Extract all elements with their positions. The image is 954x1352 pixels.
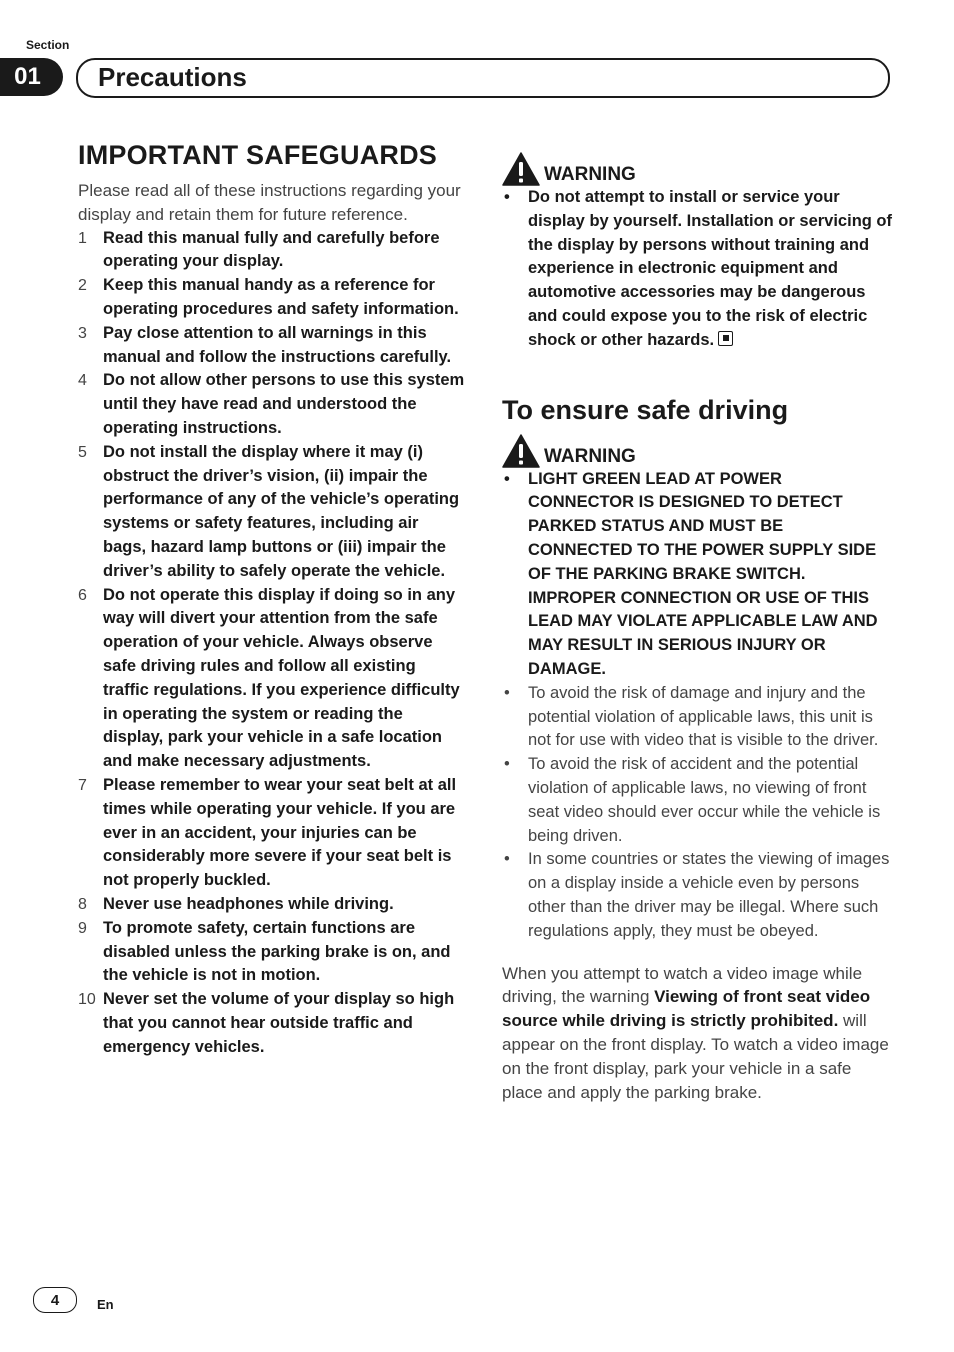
item-text: Keep this manual handy as a reference for operating procedures and safety information. <box>103 276 459 318</box>
list-item <box>78 441 466 584</box>
item-text: Please remember to wear your seat belt at all times while operating your vehicle. If you are ever in an accident, your injuries can be considerably more severe if your seat belt is not properly buckled. <box>103 775 457 890</box>
end-mark-icon <box>718 331 733 346</box>
list-item <box>502 468 892 682</box>
closing-bold-text: Viewing of front seat video source while driving is strictly prohibited. <box>502 987 871 1031</box>
warning-triangle-icon <box>502 152 540 186</box>
item-number: 5 <box>78 443 87 461</box>
item-number: 9 <box>78 919 87 937</box>
note-text: In some countries or states the viewing of images on a display inside a vehicle even by persons other than the driver may be illegal. Where such regulations apply, they must be obeyed. <box>528 850 890 940</box>
bullet: • <box>504 683 510 702</box>
safe-driving-list <box>502 468 892 944</box>
bullet: • <box>504 755 510 774</box>
safeguards-heading: IMPORTANT SAFEGUARDS <box>78 140 437 170</box>
note-text: To avoid the risk of accident and the potential violation of applicable laws, no viewing of front seat video should ever occur while the vehicle is being driven. <box>528 755 881 845</box>
list-item <box>78 227 466 275</box>
note-text: To avoid the risk of damage and injury and the potential violation of applicable laws, this unit is not for use with video that is visible to the driver. <box>528 683 879 750</box>
item-number: 10 <box>78 991 96 1009</box>
list-item <box>78 893 466 917</box>
item-text: Do not operate this display if doing so in any way will divert your attention from the safe operation of your vehicle. Always observe safe driving rules and follow all existing traffic regulations. If you experience difficulty in operating the system or reading the display, park your vehicle in a safe location and make necessary adjustments. <box>103 585 460 771</box>
bullet: • <box>504 188 510 206</box>
item-text: Never use headphones while driving. <box>103 894 394 913</box>
list-item <box>78 369 466 440</box>
list-item <box>78 774 466 893</box>
section-number-badge: 01 <box>0 58 63 96</box>
list-item <box>78 322 466 370</box>
item-number: 4 <box>78 372 87 390</box>
item-number: 3 <box>78 324 87 342</box>
item-number: 8 <box>78 895 87 913</box>
item-text: Do not install the display where it may (i) obstruct the driver’s vision, (ii) impair the performance of any of the vehicle’s operating systems or safety features, including air bags, hazard lamp buttons or (iii) impair the driver’s ability to safely operate the vehicle. <box>103 442 460 580</box>
closing-text-1: When you attempt to watch a video image while driving, the warning <box>502 963 863 1007</box>
safeguards-list <box>78 227 466 1060</box>
warning-label: WARNING <box>544 164 636 185</box>
list-item <box>78 274 466 322</box>
list-item <box>502 682 892 753</box>
warning-list <box>502 186 892 353</box>
warning-label: WARNING <box>544 445 636 467</box>
item-text: Do not allow other persons to use this system until they have read and understood the operating instructions. <box>103 371 465 437</box>
list-item <box>502 848 892 943</box>
bullet: • <box>504 469 510 488</box>
list-item <box>78 584 466 774</box>
warning-header <box>502 148 892 186</box>
safeguards-intro: Please read all of these instructions regarding your display and retain them for future reference. <box>78 181 461 224</box>
right-column <box>502 148 892 1104</box>
section-title-box <box>76 58 890 98</box>
item-text: Never set the volume of your display so high that you cannot hear outside traffic and emergency vehicles. <box>103 990 455 1056</box>
warning-header <box>502 430 892 468</box>
safe-driving-heading: To ensure safe driving <box>502 394 789 425</box>
item-text: Pay close attention to all warnings in this manual and follow the instructions carefully. <box>103 323 452 366</box>
item-number: 2 <box>78 277 87 295</box>
warning-text: Do not attempt to install or service your display by yourself. Installation or servicing of the display by persons without training and experience in electronic equipment and automotive accessories may be dangerous and could expose you to the risk of electric shock or other hazards. <box>528 188 893 349</box>
item-text: Read this manual fully and carefully before operating your display. <box>103 228 440 271</box>
list-item <box>78 988 466 1059</box>
item-number: 1 <box>78 229 87 247</box>
list-item <box>78 917 466 988</box>
section-label: Section <box>26 38 70 52</box>
section-title: Precautions <box>98 62 247 92</box>
closing-text-2: will appear on the front display. To watch a video image on the front display, park your vehicle in a safe place and apply the parking brake. <box>502 1011 889 1102</box>
page-number-badge: 4 <box>33 1287 77 1313</box>
caps-warning-text: LIGHT GREEN LEAD AT POWER CONNECTOR IS DESIGNED TO DETECT PARKED STATUS AND MUST BE CONNECTED TO THE POWER SUPPLY SIDE OF THE PARKING BRAKE SWITCH. IMPROPER CONNECTION OR USE OF THIS LEAD MAY VIOLATE APPLICABLE LAW AND MAY RESULT IN SERIOUS INJURY OR DAMAGE. <box>528 469 878 678</box>
closing-paragraph <box>502 962 892 1105</box>
language-label: En <box>97 1297 114 1312</box>
left-column <box>78 140 466 1059</box>
list-item <box>502 186 892 353</box>
item-number: 7 <box>78 776 87 794</box>
warning-triangle-icon <box>502 434 540 468</box>
item-text: To promote safety, certain functions are disabled unless the parking brake is on, and the vehicle is not in motion. <box>103 918 451 985</box>
list-item <box>502 753 892 848</box>
bullet: • <box>504 850 510 869</box>
item-number: 6 <box>78 586 87 604</box>
